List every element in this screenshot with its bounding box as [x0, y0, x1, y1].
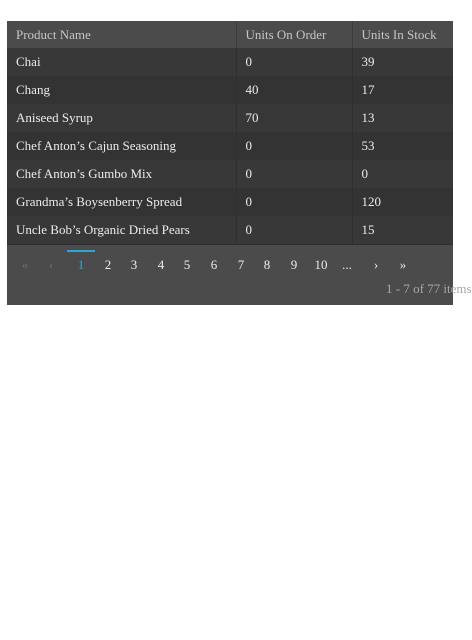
page-button-2[interactable]: 2	[104, 257, 112, 272]
cell-units-on-order: 40	[236, 76, 352, 104]
pager-info: 1 - 7 of 77 items	[386, 281, 472, 296]
cell-product-name: Uncle Bob’s Organic Dried Pears	[7, 216, 236, 244]
header-row	[7, 21, 453, 48]
products-table	[7, 21, 453, 244]
table-row[interactable]	[7, 76, 453, 104]
table-row[interactable]	[7, 216, 453, 244]
cell-units-in-stock: 17	[352, 76, 453, 104]
cell-units-in-stock: 53	[352, 132, 453, 160]
cell-units-on-order: 0	[236, 216, 352, 244]
table-row[interactable]	[7, 132, 453, 160]
page-button-6[interactable]: 6	[210, 257, 218, 272]
cell-product-name: Chef Anton’s Cajun Seasoning	[7, 132, 236, 160]
pager	[7, 244, 472, 305]
cell-units-in-stock: 13	[352, 104, 453, 132]
page-button-9[interactable]: 9	[290, 257, 298, 272]
column-header-product-name[interactable]: Product Name	[7, 21, 236, 48]
last-page-button[interactable]: »	[399, 257, 407, 272]
page-button-1[interactable]: 1	[69, 253, 93, 277]
cell-product-name: Grandma’s Boysenberry Spread	[7, 188, 236, 216]
page-button-3[interactable]: 3	[130, 257, 138, 272]
table-row[interactable]	[7, 160, 453, 188]
page-button-10[interactable]: 10	[314, 257, 328, 272]
page-button-4[interactable]: 4	[157, 257, 165, 272]
cell-units-in-stock: 15	[352, 216, 453, 244]
cell-units-on-order: 0	[236, 160, 352, 188]
previous-page-button[interactable]: ‹	[48, 257, 54, 272]
first-page-button[interactable]: «	[21, 257, 29, 272]
cell-product-name: Aniseed Syrup	[7, 104, 236, 132]
column-header-units-on-order[interactable]: Units On Order	[236, 21, 352, 48]
cell-units-on-order: 0	[236, 48, 352, 76]
table-row[interactable]	[7, 48, 453, 76]
cell-units-in-stock: 120	[352, 188, 453, 216]
page-button-8[interactable]: 8	[263, 257, 271, 272]
column-header-units-in-stock[interactable]: Units In Stock	[352, 21, 453, 48]
cell-product-name: Chai	[7, 48, 236, 76]
products-grid	[7, 21, 472, 304]
cell-units-on-order: 0	[236, 188, 352, 216]
cell-units-in-stock: 0	[352, 160, 453, 188]
cell-units-on-order: 70	[236, 104, 352, 132]
table-row[interactable]	[7, 188, 453, 216]
cell-product-name: Chang	[7, 76, 236, 104]
cell-units-on-order: 0	[236, 132, 352, 160]
page-button-more[interactable]: ...	[342, 257, 352, 272]
cell-product-name: Chef Anton’s Gumbo Mix	[7, 160, 236, 188]
cell-units-in-stock: 39	[352, 48, 453, 76]
table-row[interactable]	[7, 104, 453, 132]
page-button-5[interactable]: 5	[183, 257, 191, 272]
page-button-7[interactable]: 7	[237, 257, 245, 272]
next-page-button[interactable]: ›	[373, 257, 379, 272]
